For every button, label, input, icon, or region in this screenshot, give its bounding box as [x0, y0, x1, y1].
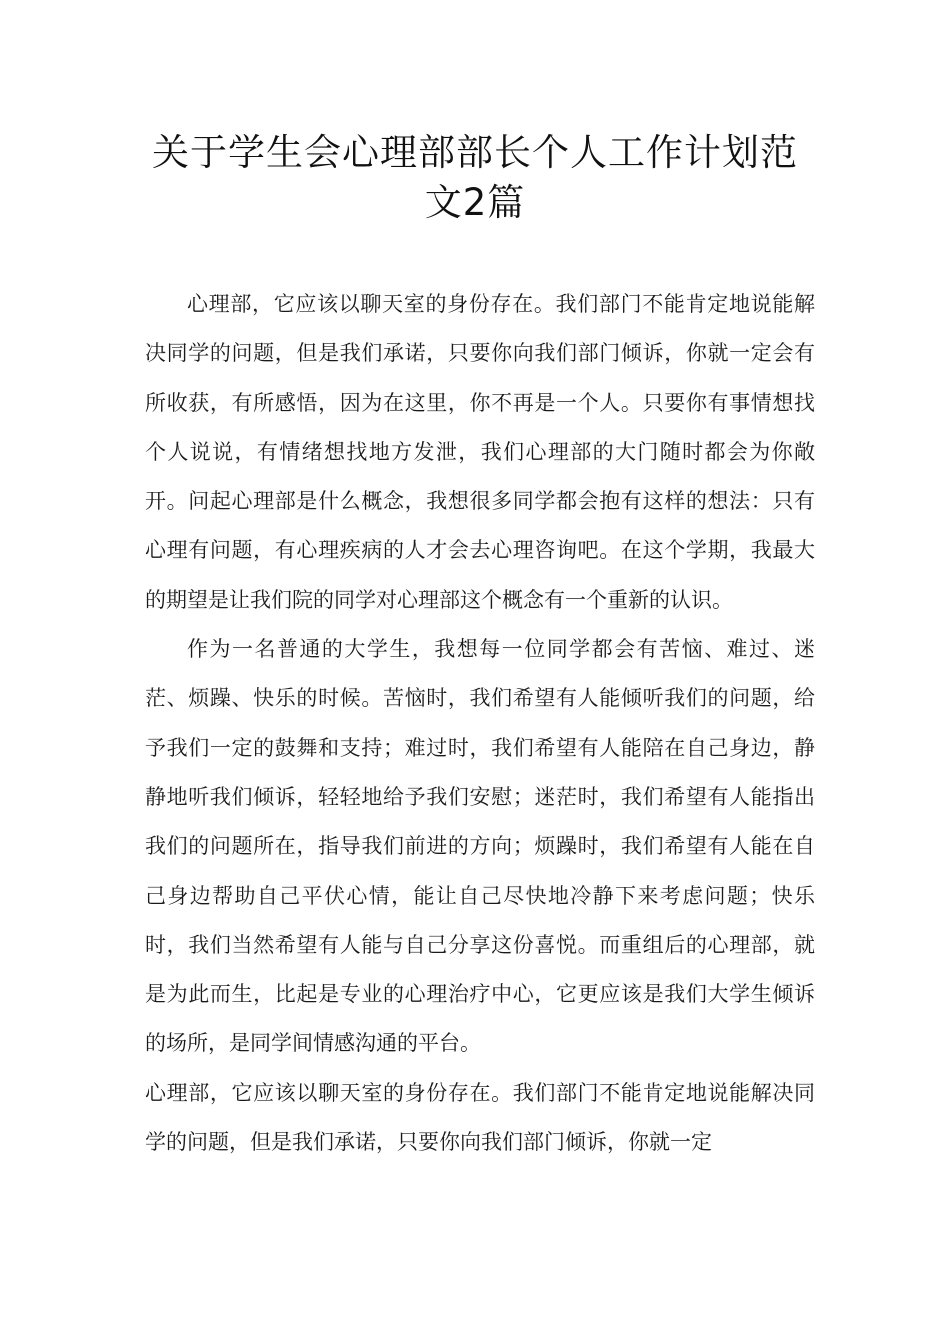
title-line-2: 文2篇: [424, 181, 526, 224]
paragraph-3: 心理部，它应该以聊天室的身份存在。我们部门不能肯定地说能解决同学的问题，但是我们承诺，只要你向我们部门倾诉，你就一定: [145, 1080, 815, 1155]
paragraph-2: 作为一名普通的大学生，我想每一位同学都会有苦恼、难过、迷茫、烦躁、快乐的时候。苦恼时，我们希望有人能倾听我们的问题，给予我们一定的鼓舞和支持；难过时，我们希望有人能陪在自己身边，静静地听我们倾诉，轻轻地给予我们安慰；迷茫时，我们希望有人能指出我们的问题所在，指导我们前进的方向；烦躁时，我们希望有人能在自己身边帮助自己平伏心情，能让自己尽快地冷静下来考虑问题；快乐时，我们当然希望有人能与自己分享这份喜悦。而重组后的心理部，就是为此而生，比起是专业的心理治疗中心，它更应该是我们大学生倾诉的场所，是同学间情感沟通的平台。: [145, 637, 815, 1056]
document-body: [145, 280, 815, 1167]
document-title: [100, 128, 850, 228]
paragraph-1: 心理部，它应该以聊天室的身份存在。我们部门不能肯定地说能解决同学的问题，但是我们承诺，只要你向我们部门倾诉，你就一定会有所收获，有所感悟，因为在这里，你不再是一个人。只要你有事情想找个人说说，有情绪想找地方发泄，我们心理部的大门随时都会为你敞开。问起心理部是什么概念，我想很多同学都会抱有这样的想法：只有心理有问题，有心理疾病的人才会去心理咨询吧。在这个学期，我最大的期望是让我们院的同学对心理部这个概念有一个重新的认识。: [145, 292, 815, 612]
title-line-1: 关于学生会心理部部长个人工作计划范: [152, 131, 798, 174]
